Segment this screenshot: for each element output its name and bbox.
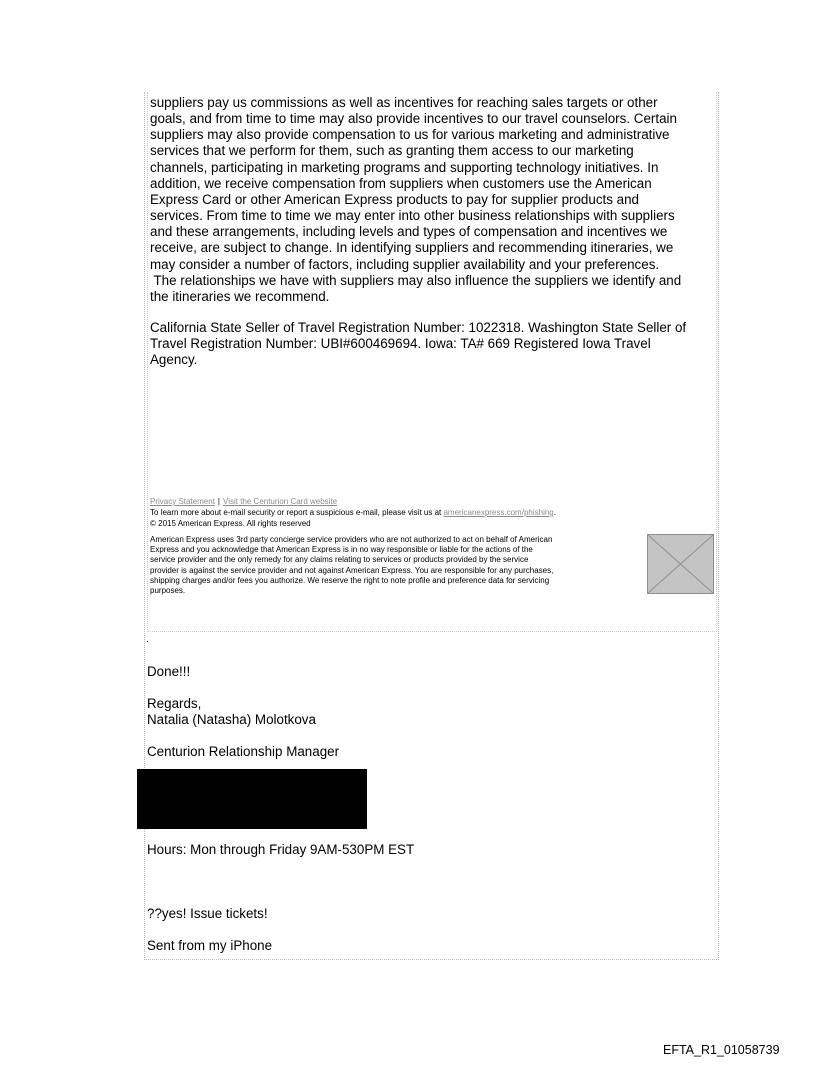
security-notice (150, 508, 710, 518)
paragraph-line: receive, are subject to change. In identifying suppliers and recommending itineraries, we (150, 240, 674, 256)
paragraph-line: services. From time to time we may enter into other business relationships with suppliers (150, 208, 675, 224)
quoted-reply: ??yes! Issue tickets! (147, 906, 268, 921)
disclaimer-line: American Express uses 3rd party concierge service providers who are not authorized to act on behalf of American (150, 535, 553, 544)
seller-of-travel-registration (150, 320, 716, 368)
compensation-disclosure-paragraph (150, 95, 716, 305)
disclaimer-line: provider is against the service provider and not against American Express. You are responsible for any purchases, (150, 565, 554, 575)
paragraph-line: suppliers may also provide compensation to us for various marketing and administrative (150, 127, 670, 143)
registration-line: California State Seller of Travel Registration Number: 1022318. Washington State Seller of (150, 320, 687, 335)
signature-title: Centurion Relationship Manager (147, 744, 340, 759)
centurion-website-link[interactable]: Visit the Centurion Card website (223, 497, 338, 506)
paragraph-line: addition, we receive compensation from suppliers when customers use the American (150, 175, 652, 191)
paragraph-line: channels, participating in marketing programs and supporting technology initiatives. In (150, 159, 659, 175)
copyright: © 2015 American Express. All rights reserved (150, 519, 311, 528)
paragraph-line: services that we perform for them, such as granting them access to our marketing (150, 143, 634, 159)
paragraph-line: suppliers pay us commissions as well as incentives for reaching sales targets or other (150, 95, 658, 110)
sent-from-text: Sent from my iPhone (147, 938, 273, 953)
registration-line: Agency. (150, 352, 198, 368)
phishing-link[interactable]: americanexpress.com/phishing (443, 508, 554, 517)
privacy-statement-link[interactable]: Privacy Statement (150, 497, 215, 506)
footer-links (150, 497, 337, 507)
hours-text: Hours: Mon through Friday 9AM-530PM EST (147, 842, 415, 857)
security-text: To learn more about e-mail security or report a suspicious e-mail, please visit us at (150, 508, 444, 517)
link-separator: | (217, 497, 220, 506)
paragraph-line: The relationships we have with suppliers may also influence the suppliers we identify and (150, 272, 682, 288)
registration-line: Travel Registration Number: UBI#600469694. Iowa: TA# 669 Registered Iowa Travel (150, 336, 651, 352)
paragraph-line: may consider a number of factors, including supplier availability and your preferences. (150, 256, 660, 272)
done-text: Done!!! (147, 664, 191, 679)
broken-image-icon (648, 535, 713, 593)
broken-image-placeholder (647, 534, 714, 594)
concierge-disclaimer (150, 535, 640, 596)
regards-text: Regards, (147, 696, 202, 711)
bates-number: EFTA_R1_01058739 (663, 1043, 780, 1057)
security-end: . (553, 508, 556, 517)
signature-name: Natalia (Natasha) Molotkova (147, 712, 316, 727)
disclaimer-line: Express and you acknowledge that American Express is in no way responsible or liable for the actions of the (150, 545, 533, 555)
disclaimer-line: service provider and the only remedy for any claims relating to services or products provided by the service (150, 555, 529, 565)
paragraph-line: and these arrangements, including levels and types of compensation and incentives we (150, 224, 668, 240)
disclaimer-line: shipping charges and/or fees you authorize. We reserve the right to note profile and preference data for servicing (150, 575, 550, 585)
separator-dot: . (146, 634, 149, 645)
disclaimer-line: purposes. (150, 586, 186, 596)
paragraph-line: the itineraries we recommend. (150, 288, 330, 304)
redaction-block (137, 769, 367, 829)
paragraph-line: goals, and from time to time may also provide incentives to our travel counselors. Certain (150, 111, 677, 127)
paragraph-line: Express Card or other American Express products to pay for supplier products and (150, 191, 639, 207)
